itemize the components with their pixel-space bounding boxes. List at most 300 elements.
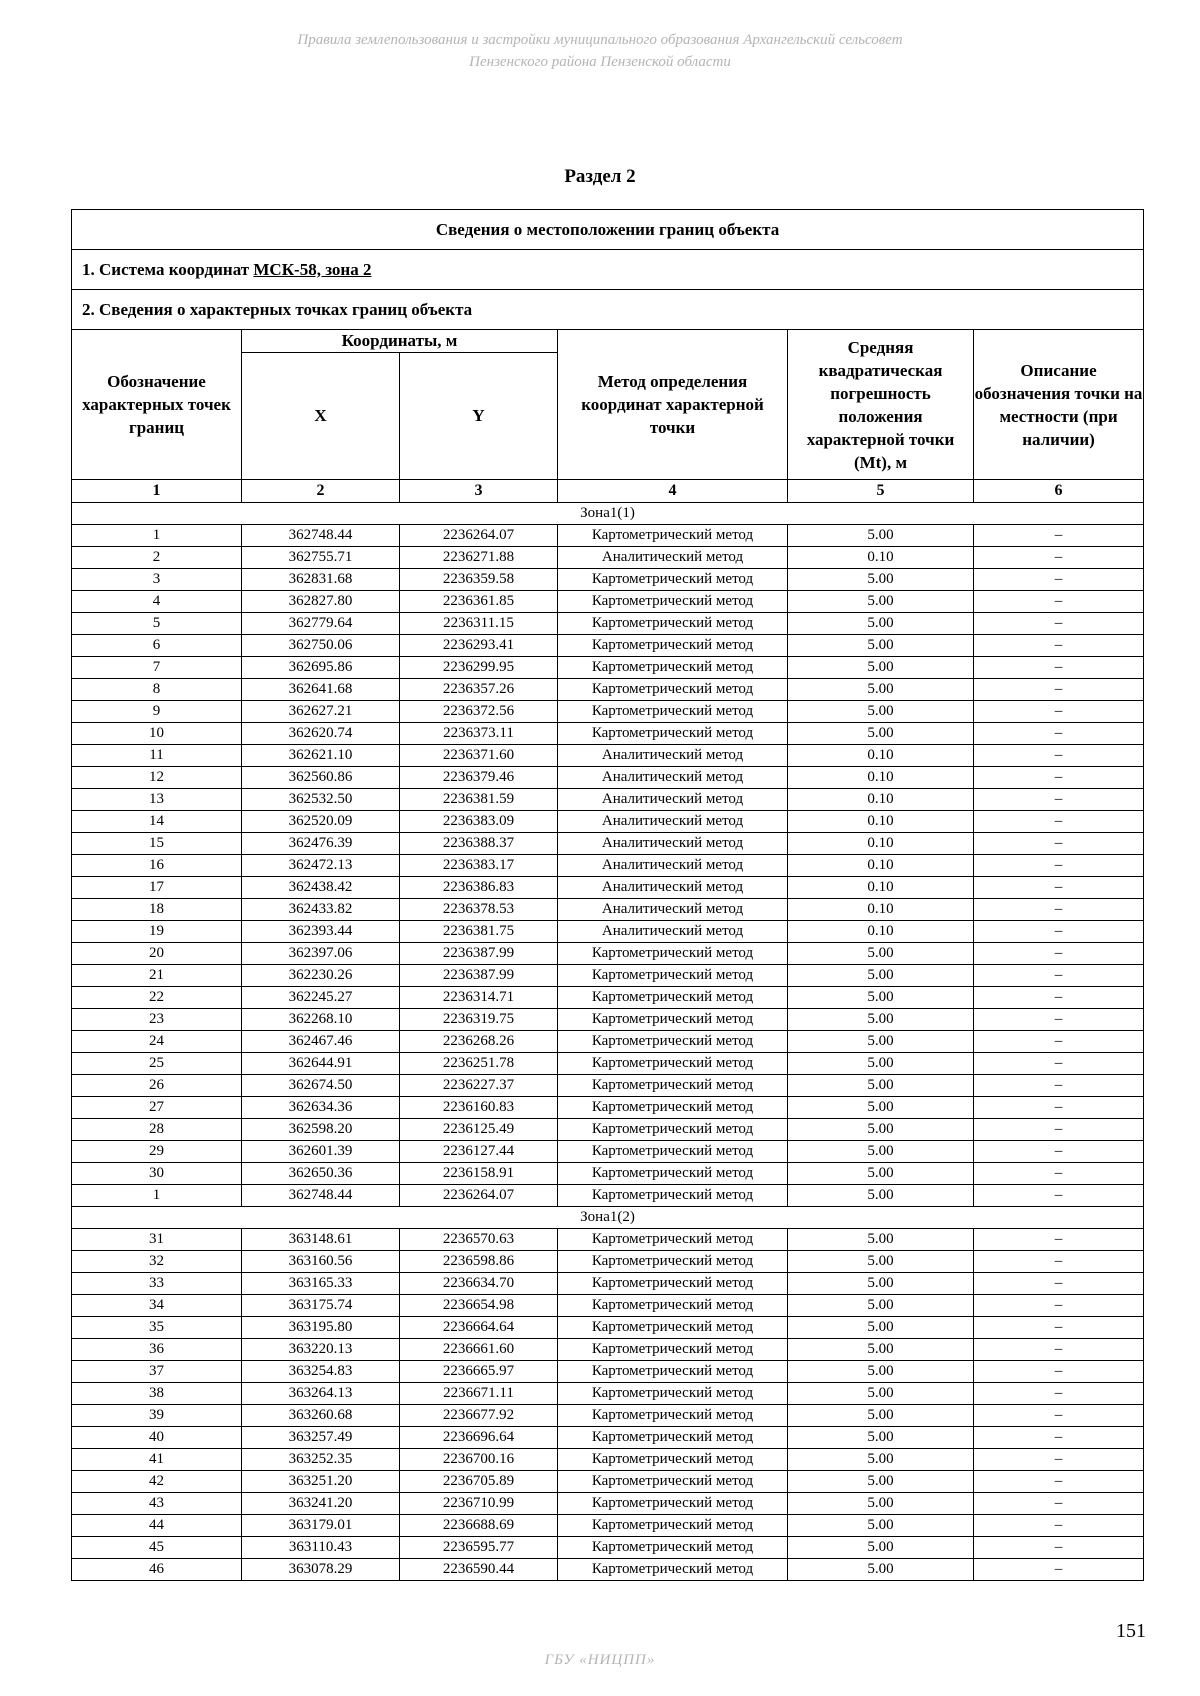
coord-x: 363241.20 [242, 1493, 400, 1515]
zone-row [72, 503, 1144, 525]
point-designation: 35 [72, 1317, 242, 1339]
coord-x: 362438.42 [242, 877, 400, 899]
coord-y: 2236688.69 [400, 1515, 558, 1537]
coord-x: 363179.01 [242, 1515, 400, 1537]
point-description: – [974, 987, 1144, 1009]
error-mt: 5.00 [788, 965, 974, 987]
coord-x: 363195.80 [242, 1317, 400, 1339]
method: Картометрический метод [558, 1383, 788, 1405]
point-description: – [974, 1053, 1144, 1075]
col-header-description: Описание обозначения точки на местности (при наличии) [974, 330, 1144, 480]
point-description: – [974, 1009, 1144, 1031]
method: Картометрический метод [558, 1031, 788, 1053]
table-row [72, 701, 1144, 723]
method: Картометрический метод [558, 1273, 788, 1295]
point-description: – [974, 1559, 1144, 1581]
method: Аналитический метод [558, 745, 788, 767]
table-row [72, 965, 1144, 987]
coord-y: 2236710.99 [400, 1493, 558, 1515]
coord-y: 2236379.46 [400, 767, 558, 789]
coord-y: 2236373.11 [400, 723, 558, 745]
error-mt: 5.00 [788, 1449, 974, 1471]
coord-y: 2236388.37 [400, 833, 558, 855]
coord-x: 363252.35 [242, 1449, 400, 1471]
table-row [72, 679, 1144, 701]
point-description: – [974, 1031, 1144, 1053]
zone-label: Зона1(2) [72, 1207, 1144, 1229]
point-description: – [974, 635, 1144, 657]
coord-x: 363160.56 [242, 1251, 400, 1273]
coord-y: 2236381.59 [400, 789, 558, 811]
table-title: Сведения о местоположении границ объекта [72, 210, 1144, 250]
point-designation: 1 [72, 525, 242, 547]
point-designation: 38 [72, 1383, 242, 1405]
point-description: – [974, 723, 1144, 745]
error-mt: 5.00 [788, 1141, 974, 1163]
point-designation: 12 [72, 767, 242, 789]
table-row [72, 877, 1144, 899]
point-description: – [974, 1163, 1144, 1185]
col-header-coords: Координаты, м [242, 330, 558, 353]
coord-x: 363110.43 [242, 1537, 400, 1559]
table-row [72, 1273, 1144, 1295]
coord-y: 2236125.49 [400, 1119, 558, 1141]
point-designation: 45 [72, 1537, 242, 1559]
col-number: 1 [72, 480, 242, 503]
point-designation: 36 [72, 1339, 242, 1361]
method: Картометрический метод [558, 1141, 788, 1163]
error-mt: 0.10 [788, 833, 974, 855]
col-header-designation: Обозначение характерных точек границ [72, 330, 242, 480]
coord-y: 2236383.09 [400, 811, 558, 833]
table-row [72, 1185, 1144, 1207]
point-description: – [974, 1471, 1144, 1493]
coord-y: 2236311.15 [400, 613, 558, 635]
point-designation: 32 [72, 1251, 242, 1273]
coord-y: 2236383.17 [400, 855, 558, 877]
method: Картометрический метод [558, 635, 788, 657]
table-row [72, 1383, 1144, 1405]
table-row [72, 1229, 1144, 1251]
point-designation: 7 [72, 657, 242, 679]
error-mt: 5.00 [788, 1119, 974, 1141]
point-designation: 19 [72, 921, 242, 943]
point-description: – [974, 965, 1144, 987]
coord-y: 2236696.64 [400, 1427, 558, 1449]
coord-x: 363251.20 [242, 1471, 400, 1493]
point-description: – [974, 1185, 1144, 1207]
col-header-error: Средняя квадратическая погрешность положения характерной точки (Mt), м [788, 330, 974, 480]
point-description: – [974, 1427, 1144, 1449]
coord-y: 2236598.86 [400, 1251, 558, 1273]
coord-y: 2236381.75 [400, 921, 558, 943]
table-row [72, 613, 1144, 635]
point-designation: 3 [72, 569, 242, 591]
coord-x: 362641.68 [242, 679, 400, 701]
point-designation: 20 [72, 943, 242, 965]
coord-x: 362230.26 [242, 965, 400, 987]
method: Картометрический метод [558, 943, 788, 965]
coord-x: 362560.86 [242, 767, 400, 789]
coord-x: 363257.49 [242, 1427, 400, 1449]
error-mt: 5.00 [788, 1339, 974, 1361]
method: Картометрический метод [558, 1053, 788, 1075]
error-mt: 5.00 [788, 1009, 974, 1031]
coord-x: 363078.29 [242, 1559, 400, 1581]
error-mt: 5.00 [788, 657, 974, 679]
coord-y: 2236319.75 [400, 1009, 558, 1031]
coord-y: 2236661.60 [400, 1339, 558, 1361]
error-mt: 5.00 [788, 1471, 974, 1493]
error-mt: 0.10 [788, 547, 974, 569]
point-designation: 39 [72, 1405, 242, 1427]
point-designation: 42 [72, 1471, 242, 1493]
point-designation: 34 [72, 1295, 242, 1317]
table-row [72, 943, 1144, 965]
coord-y: 2236590.44 [400, 1559, 558, 1581]
col-number: 3 [400, 480, 558, 503]
coord-y: 2236158.91 [400, 1163, 558, 1185]
error-mt: 5.00 [788, 1273, 974, 1295]
method: Картометрический метод [558, 1009, 788, 1031]
coord-y: 2236361.85 [400, 591, 558, 613]
coord-x: 362620.74 [242, 723, 400, 745]
coord-y: 2236664.64 [400, 1317, 558, 1339]
table-row [72, 1339, 1144, 1361]
point-designation: 25 [72, 1053, 242, 1075]
point-description: – [974, 1493, 1144, 1515]
coord-x: 362674.50 [242, 1075, 400, 1097]
method: Картометрический метод [558, 1427, 788, 1449]
method: Аналитический метод [558, 833, 788, 855]
coord-y: 2236314.71 [400, 987, 558, 1009]
method: Картометрический метод [558, 701, 788, 723]
table-row [72, 1141, 1144, 1163]
point-description: – [974, 833, 1144, 855]
coord-y: 2236271.88 [400, 547, 558, 569]
error-mt: 5.00 [788, 987, 974, 1009]
point-description: – [974, 657, 1144, 679]
col-number: 2 [242, 480, 400, 503]
point-designation: 17 [72, 877, 242, 899]
point-designation: 23 [72, 1009, 242, 1031]
table-row [72, 1251, 1144, 1273]
coord-y: 2236387.99 [400, 965, 558, 987]
point-description: – [974, 943, 1144, 965]
method: Картометрический метод [558, 1295, 788, 1317]
point-designation: 44 [72, 1515, 242, 1537]
point-description: – [974, 1405, 1144, 1427]
table-row [72, 1405, 1144, 1427]
table-row [72, 1075, 1144, 1097]
coord-x: 362598.20 [242, 1119, 400, 1141]
coord-x: 362650.36 [242, 1163, 400, 1185]
method: Картометрический метод [558, 613, 788, 635]
coord-x: 362779.64 [242, 613, 400, 635]
coord-x: 362827.80 [242, 591, 400, 613]
error-mt: 5.00 [788, 1185, 974, 1207]
table-row [72, 1559, 1144, 1581]
point-description: – [974, 1295, 1144, 1317]
error-mt: 5.00 [788, 1383, 974, 1405]
coord-x: 362472.13 [242, 855, 400, 877]
coord-y: 2236378.53 [400, 899, 558, 921]
error-mt: 5.00 [788, 635, 974, 657]
point-description: – [974, 1515, 1144, 1537]
coord-x: 363148.61 [242, 1229, 400, 1251]
coord-x: 362397.06 [242, 943, 400, 965]
point-designation: 21 [72, 965, 242, 987]
method: Картометрический метод [558, 723, 788, 745]
point-designation: 4 [72, 591, 242, 613]
coord-y: 2236372.56 [400, 701, 558, 723]
error-mt: 5.00 [788, 1295, 974, 1317]
method: Аналитический метод [558, 547, 788, 569]
coord-y: 2236359.58 [400, 569, 558, 591]
table-row [72, 811, 1144, 833]
point-designation: 13 [72, 789, 242, 811]
zone-label: Зона1(1) [72, 503, 1144, 525]
method: Картометрический метод [558, 1119, 788, 1141]
table-row [72, 1471, 1144, 1493]
table-row [72, 1427, 1144, 1449]
point-description: – [974, 1361, 1144, 1383]
error-mt: 5.00 [788, 525, 974, 547]
point-designation: 8 [72, 679, 242, 701]
coord-x: 363220.13 [242, 1339, 400, 1361]
coord-x: 362755.71 [242, 547, 400, 569]
point-description: – [974, 1339, 1144, 1361]
point-designation: 11 [72, 745, 242, 767]
table-row [72, 657, 1144, 679]
error-mt: 5.00 [788, 1075, 974, 1097]
point-description: – [974, 701, 1144, 723]
point-designation: 46 [72, 1559, 242, 1581]
error-mt: 5.00 [788, 1537, 974, 1559]
point-designation: 6 [72, 635, 242, 657]
error-mt: 5.00 [788, 613, 974, 635]
coord-x: 362467.46 [242, 1031, 400, 1053]
table-row [72, 921, 1144, 943]
table-row [72, 547, 1144, 569]
method: Картометрический метод [558, 1185, 788, 1207]
point-description: – [974, 679, 1144, 701]
point-designation: 27 [72, 1097, 242, 1119]
point-description: – [974, 547, 1144, 569]
point-designation: 31 [72, 1229, 242, 1251]
point-designation: 37 [72, 1361, 242, 1383]
coord-x: 362748.44 [242, 525, 400, 547]
point-description: – [974, 569, 1144, 591]
coord-x: 362268.10 [242, 1009, 400, 1031]
coord-y: 2236677.92 [400, 1405, 558, 1427]
point-designation: 26 [72, 1075, 242, 1097]
error-mt: 5.00 [788, 1515, 974, 1537]
method: Картометрический метод [558, 987, 788, 1009]
method: Картометрический метод [558, 1537, 788, 1559]
method: Картометрический метод [558, 679, 788, 701]
coord-x: 362393.44 [242, 921, 400, 943]
coord-x: 362520.09 [242, 811, 400, 833]
error-mt: 0.10 [788, 767, 974, 789]
coord-x: 363175.74 [242, 1295, 400, 1317]
table-row [72, 635, 1144, 657]
table-row [72, 1537, 1144, 1559]
method: Аналитический метод [558, 811, 788, 833]
method: Аналитический метод [558, 899, 788, 921]
point-designation: 16 [72, 855, 242, 877]
error-mt: 5.00 [788, 723, 974, 745]
point-designation: 2 [72, 547, 242, 569]
error-mt: 5.00 [788, 1493, 974, 1515]
error-mt: 0.10 [788, 811, 974, 833]
coord-y: 2236160.83 [400, 1097, 558, 1119]
zone-row [72, 1207, 1144, 1229]
point-designation: 9 [72, 701, 242, 723]
table-row [72, 1009, 1144, 1031]
method: Картометрический метод [558, 1449, 788, 1471]
method: Картометрический метод [558, 1163, 788, 1185]
coord-y: 2236705.89 [400, 1471, 558, 1493]
footer-organization: ГБУ «НИЦПП» [544, 1652, 656, 1668]
table-row [72, 569, 1144, 591]
point-designation: 1 [72, 1185, 242, 1207]
method: Картометрический метод [558, 1361, 788, 1383]
coord-x: 362750.06 [242, 635, 400, 657]
method: Картометрический метод [558, 1317, 788, 1339]
point-description: – [974, 855, 1144, 877]
method: Картометрический метод [558, 591, 788, 613]
method: Картометрический метод [558, 1097, 788, 1119]
error-mt: 0.10 [788, 921, 974, 943]
method: Аналитический метод [558, 921, 788, 943]
point-description: – [974, 745, 1144, 767]
coord-y: 2236227.37 [400, 1075, 558, 1097]
point-description: – [974, 1075, 1144, 1097]
point-description: – [974, 1097, 1144, 1119]
point-description: – [974, 525, 1144, 547]
coord-y: 2236387.99 [400, 943, 558, 965]
coord-y: 2236634.70 [400, 1273, 558, 1295]
error-mt: 0.10 [788, 877, 974, 899]
error-mt: 5.00 [788, 1361, 974, 1383]
point-designation: 18 [72, 899, 242, 921]
point-designation: 22 [72, 987, 242, 1009]
error-mt: 5.00 [788, 1559, 974, 1581]
point-designation: 15 [72, 833, 242, 855]
error-mt: 5.00 [788, 1053, 974, 1075]
coord-x: 362644.91 [242, 1053, 400, 1075]
point-designation: 30 [72, 1163, 242, 1185]
coord-y: 2236595.77 [400, 1537, 558, 1559]
error-mt: 0.10 [788, 789, 974, 811]
running-header-line-2: Пензенского района Пензенской области [469, 54, 731, 70]
point-designation: 28 [72, 1119, 242, 1141]
point-designation: 40 [72, 1427, 242, 1449]
point-designation: 41 [72, 1449, 242, 1471]
coord-x: 362695.86 [242, 657, 400, 679]
boundary-points-table [71, 209, 1144, 1581]
point-description: – [974, 789, 1144, 811]
point-description: – [974, 1273, 1144, 1295]
coord-system-label: 1. Система координат [82, 259, 250, 279]
coord-y: 2236268.26 [400, 1031, 558, 1053]
error-mt: 5.00 [788, 1317, 974, 1339]
point-description: – [974, 921, 1144, 943]
method: Аналитический метод [558, 855, 788, 877]
point-designation: 33 [72, 1273, 242, 1295]
point-description: – [974, 811, 1144, 833]
point-description: – [974, 1141, 1144, 1163]
method: Картометрический метод [558, 657, 788, 679]
coord-y: 2236654.98 [400, 1295, 558, 1317]
error-mt: 5.00 [788, 1229, 974, 1251]
coord-x: 363260.68 [242, 1405, 400, 1427]
table-row [72, 1119, 1144, 1141]
coord-x: 363254.83 [242, 1361, 400, 1383]
table-row [72, 591, 1144, 613]
error-mt: 5.00 [788, 569, 974, 591]
method: Картометрический метод [558, 1251, 788, 1273]
point-description: – [974, 767, 1144, 789]
error-mt: 5.00 [788, 701, 974, 723]
error-mt: 0.10 [788, 899, 974, 921]
table-row [72, 789, 1144, 811]
table-row [72, 1031, 1144, 1053]
point-designation: 10 [72, 723, 242, 745]
method: Аналитический метод [558, 767, 788, 789]
point-description: – [974, 899, 1144, 921]
table-row [72, 1493, 1144, 1515]
table-row [72, 767, 1144, 789]
point-description: – [974, 1449, 1144, 1471]
running-header-line-1: Правила землепользования и застройки муниципального образования Архангельский сельсовет [297, 32, 903, 48]
method: Картометрический метод [558, 1229, 788, 1251]
point-description: – [974, 877, 1144, 899]
coord-x: 362601.39 [242, 1141, 400, 1163]
point-designation: 14 [72, 811, 242, 833]
point-description: – [974, 1317, 1144, 1339]
table-row [72, 899, 1144, 921]
table-row [72, 1097, 1144, 1119]
col-number: 6 [974, 480, 1144, 503]
error-mt: 5.00 [788, 679, 974, 701]
coord-y: 2236264.07 [400, 1185, 558, 1207]
table-row [72, 833, 1144, 855]
method: Картометрический метод [558, 965, 788, 987]
coord-y: 2236357.26 [400, 679, 558, 701]
coord-y: 2236671.11 [400, 1383, 558, 1405]
method: Картометрический метод [558, 1559, 788, 1581]
coord-x: 362621.10 [242, 745, 400, 767]
error-mt: 5.00 [788, 1097, 974, 1119]
error-mt: 5.00 [788, 1427, 974, 1449]
error-mt: 0.10 [788, 855, 974, 877]
table-row [72, 1163, 1144, 1185]
table-row [72, 745, 1144, 767]
method: Картометрический метод [558, 1339, 788, 1361]
method: Картометрический метод [558, 1493, 788, 1515]
table-row [72, 1449, 1144, 1471]
points-heading: 2. Сведения о характерных точках границ объекта [72, 290, 1144, 330]
error-mt: 5.00 [788, 1031, 974, 1053]
point-designation: 24 [72, 1031, 242, 1053]
col-header-method: Метод определения координат характерной точки [558, 330, 788, 480]
coord-y: 2236264.07 [400, 525, 558, 547]
error-mt: 5.00 [788, 1163, 974, 1185]
method: Картометрический метод [558, 525, 788, 547]
coord-y: 2236700.16 [400, 1449, 558, 1471]
